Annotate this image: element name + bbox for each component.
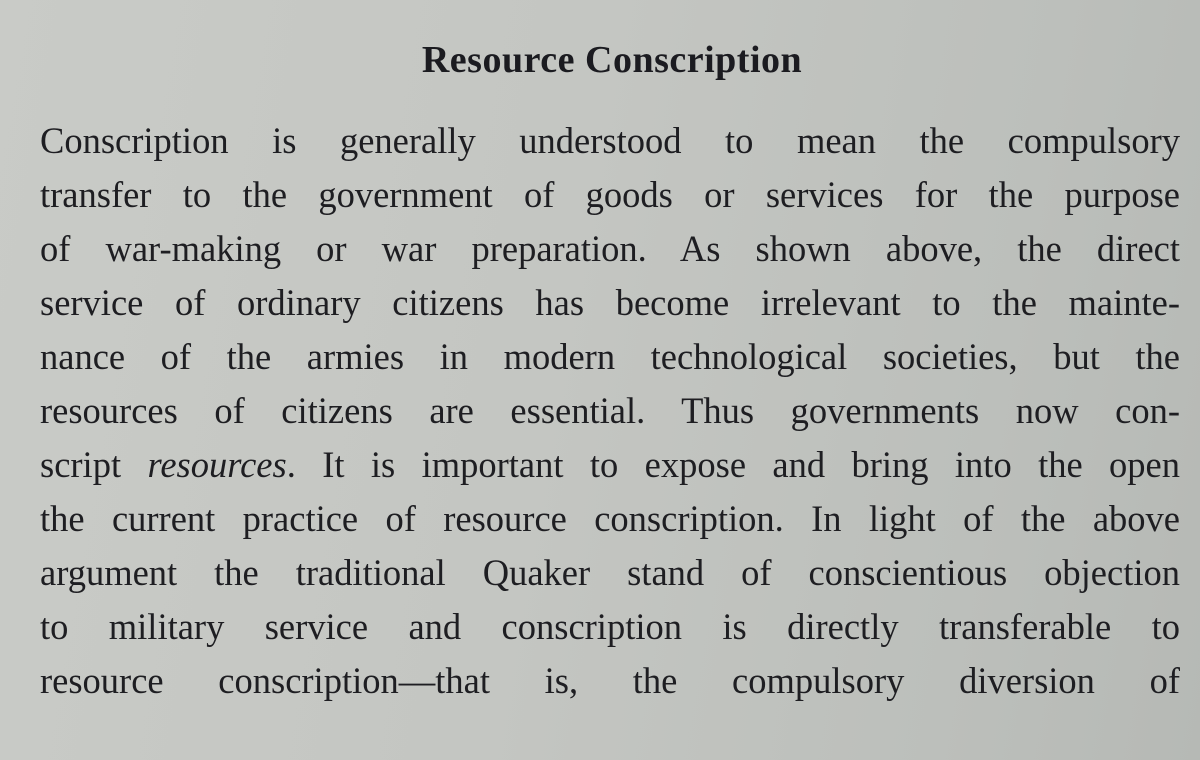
text-line: Conscription is generally understood to mean the compulsory [40,120,1180,161]
text-line: of war-making or war preparation. As shown above, the direct [40,228,1180,269]
text-line [40,438,1180,492]
text-line: service of ordinary citizens has become irrelevant to the mainte- [40,282,1180,323]
italic-word: resources [147,444,287,485]
text-line: the current practice of resource conscription. In light of the above [40,498,1180,539]
text-segment: . It is important to expose and bring into the open [286,444,1180,485]
text-line: argument the traditional Quaker stand of conscientious objection [40,552,1180,593]
body-paragraph [40,114,1180,708]
section-heading: Resource Conscription [421,39,803,81]
text-line: resource conscription—that is, the compulsory diversion of [40,660,1180,701]
text-line: transfer to the government of goods or services for the purpose [40,174,1180,215]
text-line: resources of citizens are essential. Thus governments now con- [40,390,1180,431]
text-line: to military service and conscription is directly transferable to [40,606,1180,647]
text-line: nance of the armies in modern technological societies, but the [40,336,1180,377]
text-segment: script [40,444,148,485]
